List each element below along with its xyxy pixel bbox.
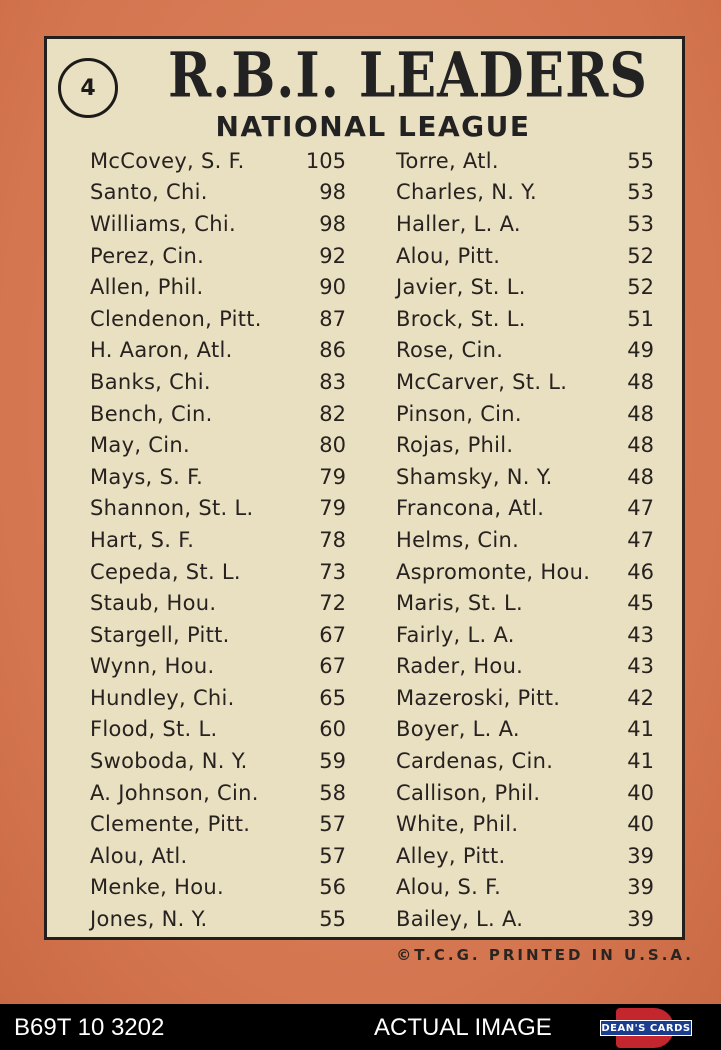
player-name: Charles, N. Y. (396, 180, 538, 205)
leader-row (396, 745, 654, 777)
rbi-value: 42 (627, 685, 654, 710)
player-name: Santo, Chi. (90, 180, 208, 205)
rbi-value: 59 (319, 749, 346, 774)
player-name: Jones, N. Y. (90, 907, 208, 932)
rbi-value: 58 (319, 780, 346, 805)
rbi-value: 51 (627, 306, 654, 331)
player-name: Alley, Pitt. (396, 843, 506, 868)
player-name: Haller, L. A. (396, 211, 521, 236)
rbi-value: 52 (627, 275, 654, 300)
player-name: Swoboda, N. Y. (90, 749, 248, 774)
rbi-value: 48 (627, 401, 654, 426)
rbi-value: 52 (627, 243, 654, 268)
leader-row (90, 145, 346, 177)
player-name: Clemente, Pitt. (90, 812, 251, 837)
rbi-value: 48 (627, 433, 654, 458)
rbi-value: 53 (627, 211, 654, 236)
player-name: Perez, Cin. (90, 243, 205, 268)
leader-row (396, 682, 654, 714)
leaders-right-column (396, 145, 654, 935)
card-id: B69T 10 3202 (14, 1014, 165, 1041)
player-name: Wynn, Hou. (90, 654, 215, 679)
leader-row (396, 177, 654, 209)
leader-row (396, 872, 654, 904)
rbi-value: 65 (319, 685, 346, 710)
rbi-value: 98 (319, 180, 346, 205)
leader-row (90, 840, 346, 872)
leader-row (396, 271, 654, 303)
player-name: Pinson, Cin. (396, 401, 522, 426)
player-name: Alou, S. F. (396, 875, 502, 900)
leader-row (396, 208, 654, 240)
player-name: H. Aaron, Atl. (90, 338, 233, 363)
rbi-value: 92 (319, 243, 346, 268)
leader-row (396, 398, 654, 430)
player-name: Francona, Atl. (396, 496, 545, 521)
rbi-value: 72 (319, 591, 346, 616)
player-name: Rose, Cin. (396, 338, 504, 363)
player-name: Cepeda, St. L. (90, 559, 241, 584)
leader-row (90, 808, 346, 840)
player-name: Bailey, L. A. (396, 907, 524, 932)
player-name: Hart, S. F. (90, 527, 195, 552)
player-name: Maris, St. L. (396, 591, 523, 616)
leader-row (396, 903, 654, 935)
rbi-value: 55 (319, 907, 346, 932)
leader-row (90, 240, 346, 272)
leader-row (396, 714, 654, 746)
player-name: Allen, Phil. (90, 275, 204, 300)
rbi-value: 98 (319, 211, 346, 236)
leader-row (90, 745, 346, 777)
leader-row (90, 556, 346, 588)
player-name: Rojas, Phil. (396, 433, 514, 458)
player-name: Fairly, L. A. (396, 622, 515, 647)
rbi-value: 67 (319, 622, 346, 647)
leader-row (90, 872, 346, 904)
leader-row (396, 461, 654, 493)
leader-row (90, 303, 346, 335)
leader-row (396, 429, 654, 461)
rbi-value: 57 (319, 843, 346, 868)
rbi-value: 48 (627, 369, 654, 394)
rbi-value: 73 (319, 559, 346, 584)
rbi-value: 53 (627, 180, 654, 205)
player-name: Boyer, L. A. (396, 717, 520, 742)
rbi-value: 41 (627, 749, 654, 774)
rbi-value: 43 (627, 622, 654, 647)
leader-row (396, 651, 654, 683)
rbi-value: 79 (319, 464, 346, 489)
leader-row (90, 493, 346, 525)
player-name: Torre, Atl. (396, 148, 499, 173)
rbi-value: 80 (319, 433, 346, 458)
player-name: McCovey, S. F. (90, 148, 245, 173)
printed-footer: ©T.C.G. PRINTED IN U.S.A. (396, 946, 694, 964)
rbi-value: 67 (319, 654, 346, 679)
deans-cards-logo (600, 1008, 692, 1048)
rbi-value: 87 (319, 306, 346, 331)
rbi-value: 56 (319, 875, 346, 900)
player-name: Banks, Chi. (90, 369, 211, 394)
player-name: Alou, Atl. (90, 843, 188, 868)
player-name: Flood, St. L. (90, 717, 218, 742)
rbi-value: 79 (319, 496, 346, 521)
rbi-value: 86 (319, 338, 346, 363)
player-name: Mazeroski, Pitt. (396, 685, 561, 710)
player-name: Aspromonte, Hou. (396, 559, 591, 584)
leader-row (90, 429, 346, 461)
rbi-value: 43 (627, 654, 654, 679)
rbi-value: 40 (627, 780, 654, 805)
leader-row (90, 682, 346, 714)
player-name: Shamsky, N. Y. (396, 464, 553, 489)
player-name: Cardenas, Cin. (396, 749, 554, 774)
rbi-value: 57 (319, 812, 346, 837)
rbi-value: 78 (319, 527, 346, 552)
card-subtitle: NATIONAL LEAGUE (215, 110, 531, 143)
rbi-value: 60 (319, 717, 346, 742)
leader-row (90, 524, 346, 556)
rbi-value: 40 (627, 812, 654, 837)
leader-row (90, 714, 346, 746)
leader-row (90, 903, 346, 935)
leader-row (396, 840, 654, 872)
leader-row (90, 177, 346, 209)
rbi-value: 49 (627, 338, 654, 363)
player-name: May, Cin. (90, 433, 190, 458)
player-name: Rader, Hou. (396, 654, 524, 679)
player-name: Mays, S. F. (90, 464, 204, 489)
player-name: Staub, Hou. (90, 591, 217, 616)
caption-bar (0, 1004, 721, 1050)
leader-row (396, 240, 654, 272)
leader-row (90, 651, 346, 683)
leader-row (90, 398, 346, 430)
rbi-value: 47 (627, 496, 654, 521)
rbi-value: 39 (627, 875, 654, 900)
rbi-value: 83 (319, 369, 346, 394)
leader-row (396, 145, 654, 177)
player-name: Hundley, Chi. (90, 685, 235, 710)
leader-row (396, 366, 654, 398)
leader-row (90, 777, 346, 809)
leaders-left-column (90, 145, 346, 935)
leader-row (90, 619, 346, 651)
leader-row (396, 524, 654, 556)
leader-row (396, 303, 654, 335)
leader-row (396, 808, 654, 840)
leader-row (90, 587, 346, 619)
leader-row (90, 271, 346, 303)
player-name: Bench, Cin. (90, 401, 213, 426)
rbi-value: 41 (627, 717, 654, 742)
rbi-value: 55 (627, 148, 654, 173)
leader-row (90, 208, 346, 240)
rbi-value: 47 (627, 527, 654, 552)
player-name: McCarver, St. L. (396, 369, 568, 394)
rbi-value: 82 (319, 401, 346, 426)
rbi-value: 48 (627, 464, 654, 489)
card-number-badge (58, 58, 118, 118)
rbi-value: 39 (627, 907, 654, 932)
player-name: Brock, St. L. (396, 306, 526, 331)
rbi-value: 46 (627, 559, 654, 584)
leader-row (396, 556, 654, 588)
player-name: Helms, Cin. (396, 527, 520, 552)
logo-text: DEAN'S CARDS (600, 1020, 692, 1036)
player-name: Stargell, Pitt. (90, 622, 230, 647)
player-name: A. Johnson, Cin. (90, 780, 259, 805)
player-name: Alou, Pitt. (396, 243, 501, 268)
leader-row (396, 335, 654, 367)
leader-row (90, 366, 346, 398)
player-name: Javier, St. L. (396, 275, 526, 300)
player-name: Callison, Phil. (396, 780, 541, 805)
player-name: Williams, Chi. (90, 211, 236, 236)
leader-row (396, 619, 654, 651)
player-name: Shannon, St. L. (90, 496, 254, 521)
rbi-value: 39 (627, 843, 654, 868)
player-name: Clendenon, Pitt. (90, 306, 262, 331)
actual-image-label: ACTUAL IMAGE (374, 1014, 552, 1041)
rbi-value: 105 (305, 148, 346, 173)
rbi-value: 45 (627, 591, 654, 616)
leader-row (396, 777, 654, 809)
card-title: R.B.I. LEADERS (168, 40, 648, 112)
card-number: 4 (80, 75, 96, 101)
rbi-value: 90 (319, 275, 346, 300)
leader-row (396, 493, 654, 525)
player-name: White, Phil. (396, 812, 519, 837)
leader-row (90, 335, 346, 367)
leader-row (90, 461, 346, 493)
leader-row (396, 587, 654, 619)
player-name: Menke, Hou. (90, 875, 224, 900)
